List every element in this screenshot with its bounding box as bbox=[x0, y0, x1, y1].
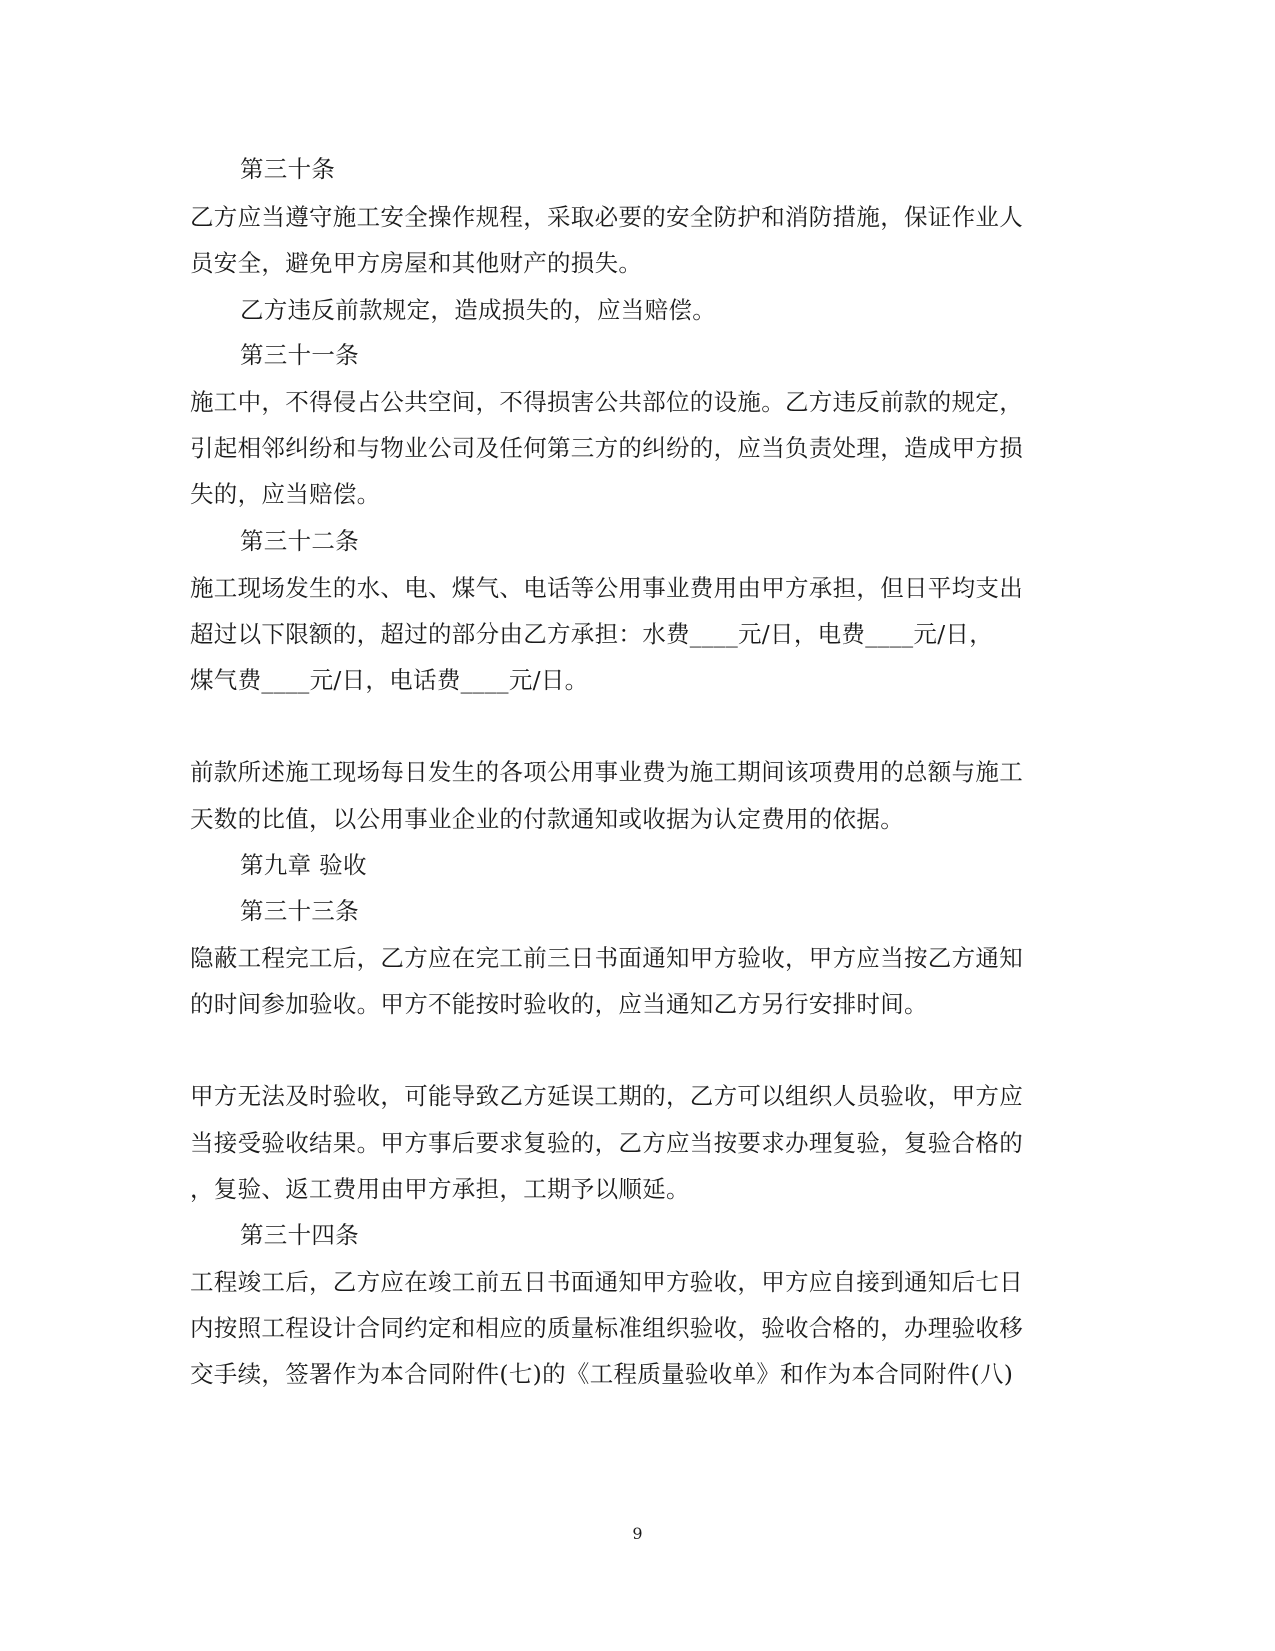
paragraph-line: 乙方应当遵守施工安全操作规程，采取必要的安全防护和消防措施，保证作业人 bbox=[190, 203, 1023, 231]
paragraph-line: 隐蔽工程完工后，乙方应在完工前三日书面通知甲方验收，甲方应当按乙方通知 bbox=[190, 944, 1023, 972]
paragraph-line: 甲方无法及时验收，可能导致乙方延误工期的，乙方可以组织人员验收，甲方应 bbox=[190, 1082, 1023, 1110]
article-33-heading: 第三十三条 bbox=[240, 897, 359, 925]
paragraph-line: 前款所述施工现场每日发生的各项公用事业费为施工期间该项费用的总额与施工 bbox=[190, 758, 1023, 786]
paragraph-line: 施工现场发生的水、电、煤气、电话等公用事业费用由甲方承担，但日平均支出 bbox=[190, 574, 1023, 602]
article-32-heading: 第三十二条 bbox=[240, 527, 359, 555]
paragraph-line: 工程竣工后，乙方应在竣工前五日书面通知甲方验收，甲方应自接到通知后七日 bbox=[190, 1268, 1023, 1296]
paragraph-line: 引起相邻纠纷和与物业公司及任何第三方的纠纷的，应当负责处理，造成甲方损 bbox=[190, 434, 1023, 462]
paragraph-line: 的时间参加验收。甲方不能按时验收的，应当通知乙方另行安排时间。 bbox=[190, 990, 928, 1018]
paragraph-line: 煤气费____元/日，电话费____元/日。 bbox=[190, 666, 589, 694]
article-31-heading: 第三十一条 bbox=[240, 341, 359, 369]
paragraph-line: 员安全，避免甲方房屋和其他财产的损失。 bbox=[190, 249, 643, 277]
paragraph-line: 乙方违反前款规定，造成损失的，应当赔偿。 bbox=[240, 296, 716, 324]
article-34-heading: 第三十四条 bbox=[240, 1221, 359, 1249]
paragraph-line: 内按照工程设计合同约定和相应的质量标准组织验收，验收合格的，办理验收移 bbox=[190, 1314, 1023, 1342]
paragraph-line: 施工中，不得侵占公共空间，不得损害公共部位的设施。乙方违反前款的规定， bbox=[190, 388, 1023, 416]
paragraph-line: 失的，应当赔偿。 bbox=[190, 480, 381, 508]
paragraph-line: 当接受验收结果。甲方事后要求复验的，乙方应当按要求办理复验，复验合格的 bbox=[190, 1129, 1023, 1157]
paragraph-line: 超过以下限额的，超过的部分由乙方承担：水费____元/日，电费____元/日， bbox=[190, 620, 994, 648]
paragraph-line: 交手续，签署作为本合同附件(七)的《工程质量验收单》和作为本合同附件(八) bbox=[190, 1360, 1014, 1388]
paragraph-line: 天数的比值，以公用事业企业的付款通知或收据为认定费用的依据。 bbox=[190, 805, 904, 833]
page-number: 9 bbox=[632, 1524, 643, 1543]
chapter-9-heading: 第九章 验收 bbox=[240, 851, 367, 879]
article-30-heading: 第三十条 bbox=[240, 155, 336, 183]
paragraph-line: ，复验、返工费用由甲方承担，工期予以顺延。 bbox=[190, 1175, 690, 1203]
